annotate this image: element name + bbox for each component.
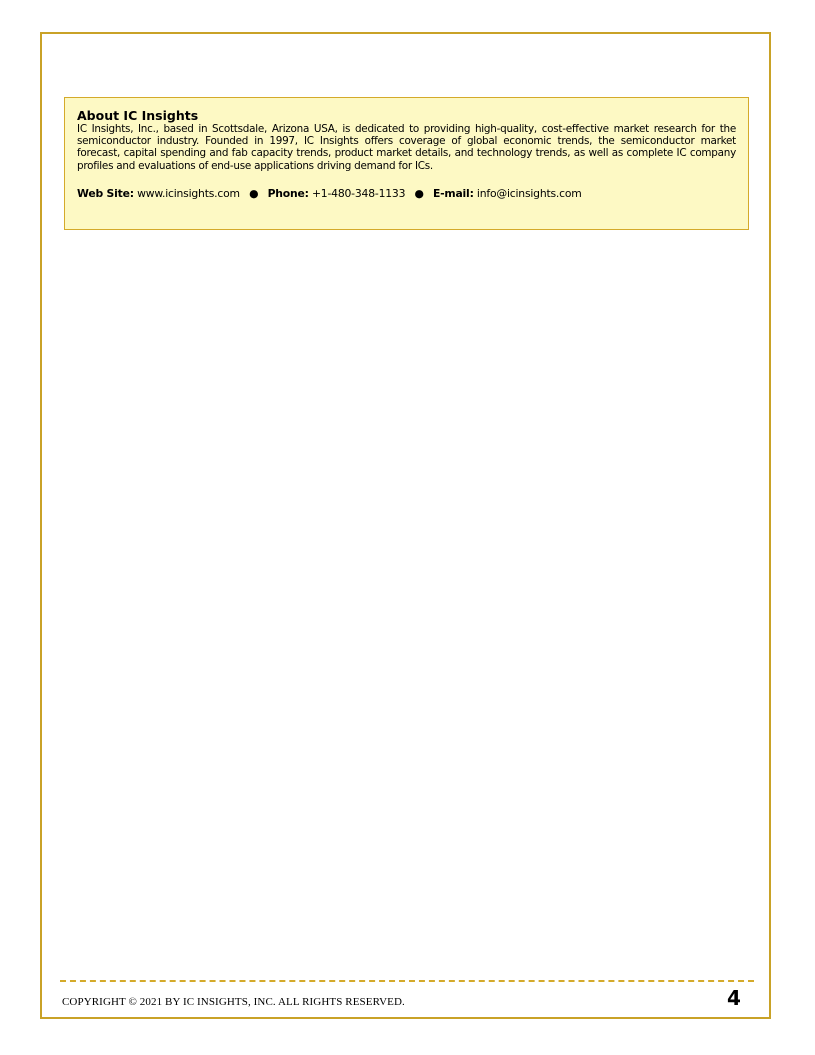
footer-divider bbox=[60, 980, 754, 982]
about-description: IC Insights, Inc., based in Scottsdale, Arizona USA, is dedicated to providing high-quality, cost-effective market research for the semiconductor industry. Founded in 1997, IC Insights offers coverage of global economic trends, the semiconductor market forecast, capital spending and fab capacity trends, product market details, and technology trends, as well as complete IC company profiles and evaluations of end-use applications driving demand for ICs. bbox=[77, 123, 736, 172]
bullet-separator: ● bbox=[249, 186, 259, 200]
phone-value: +1-480-348-1133 bbox=[311, 186, 406, 200]
page-number: 4 bbox=[727, 986, 741, 1010]
email-label: E-mail: bbox=[432, 186, 474, 200]
bullet-separator: ● bbox=[414, 186, 424, 200]
email-link[interactable]: info@icinsights.com bbox=[476, 186, 582, 200]
copyright-notice: COPYRIGHT © 2021 BY IC INSIGHTS, INC. ALL RIGHTS RESERVED. bbox=[62, 996, 405, 1008]
web-site-link[interactable]: www.icinsights.com bbox=[137, 186, 240, 200]
about-ic-insights-box bbox=[64, 97, 749, 230]
contact-line bbox=[77, 187, 736, 200]
phone-label: Phone: bbox=[267, 186, 309, 200]
web-site-label: Web Site: bbox=[77, 186, 134, 200]
about-title: About IC Insights bbox=[77, 108, 199, 123]
